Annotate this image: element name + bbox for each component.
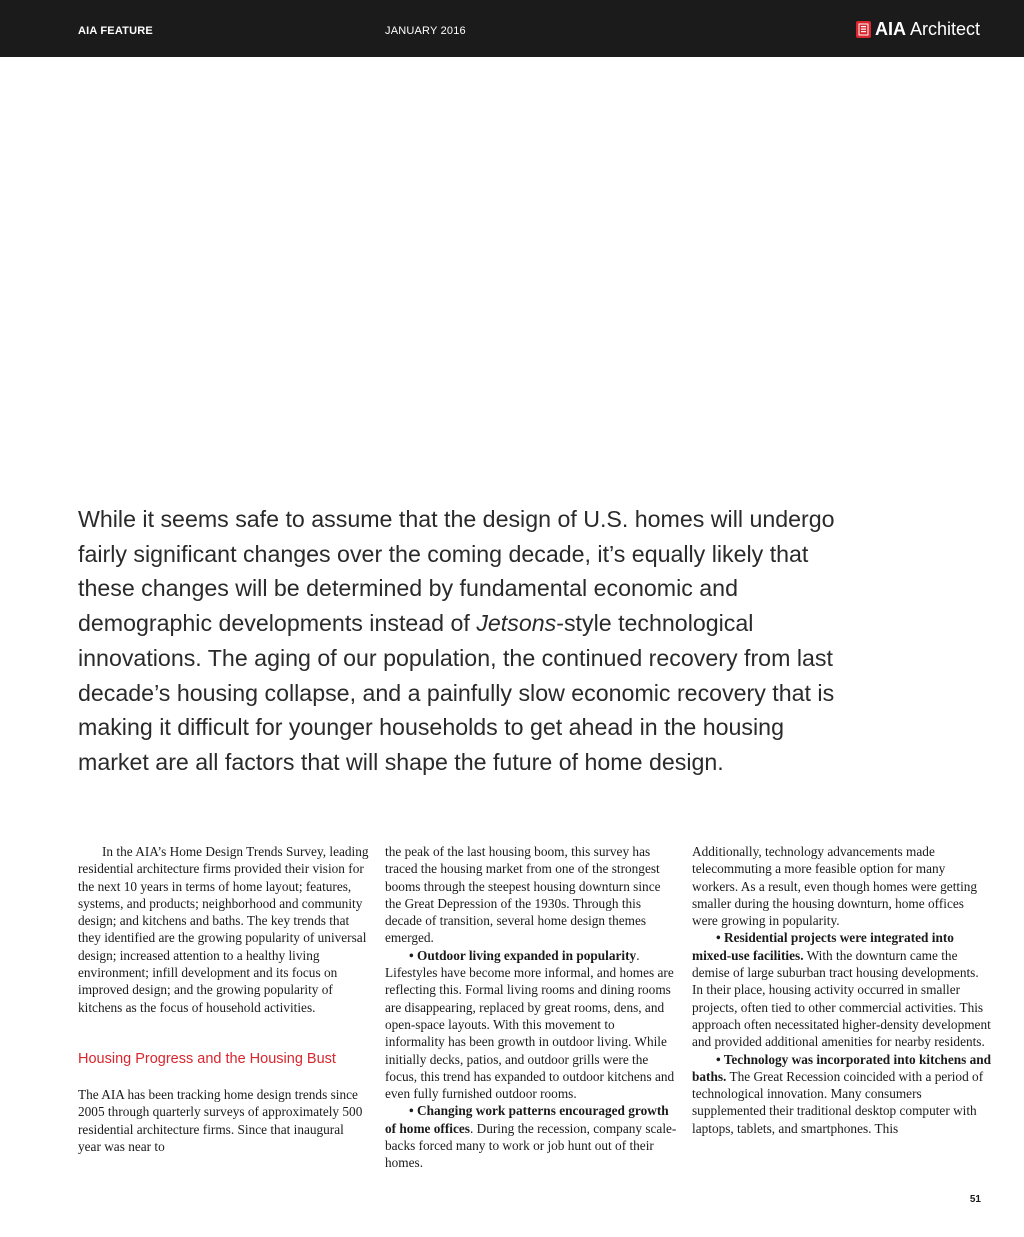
bullet-paragraph xyxy=(385,1102,677,1171)
paragraph: The AIA has been tracking home design trends since 2005 through quarterly surveys of approximately 500 residential architecture firms. Since that inaugural year was near to xyxy=(78,1086,363,1154)
page-number: 51 xyxy=(969,1194,981,1205)
bullet-paragraph xyxy=(385,947,677,1103)
article-column-3 xyxy=(692,843,992,1137)
bullet-text: With the downturn came the demise of large suburban tract housing developments. In their place, housing activity occurred in smaller projects, often tied to other commercial activities. This approach often necessitated higher-density development and provided additional amenities for nearby residents. xyxy=(692,947,991,1050)
bullet-text: . During the recession, company scale-backs forced many to work or job hunt out of their homes. xyxy=(385,1120,677,1171)
paragraph: In the AIA’s Home Design Trends Survey, leading residential architecture firms provided their vision for the next 10 years in terms of home layout; features, systems, and products; neighborhood and community design; and kitchens and baths. The key trends that they identified are the growing popularity of universal design; increased attention to a healthy living environment; infill development and its focus on improved design; and the growing popularity of kitchens as the focus of household activities. xyxy=(78,844,369,1015)
bullet-heading: • Changing work patterns encouraged growth of home offices xyxy=(385,1103,669,1136)
bullet-heading: • Residential projects were integrated into mixed-use facilities. xyxy=(692,930,954,963)
lede-text-start: While it seems safe to assume that the design of U.S. homes will undergo fairly significant changes over the coming decade, it’s equally likely that these changes will be determined by fundamental economic and demographic developments instead of xyxy=(78,506,835,637)
issue-date: JANUARY 2016 xyxy=(385,25,466,37)
intro-lede xyxy=(78,502,838,780)
article-column-1 xyxy=(78,843,370,1155)
paragraph: the peak of the last housing boom, this survey has traced the housing market from one of the strongest booms through the steepest housing downturn since the Great Depression of the 1930s. Through this decade of transition, several home design themes emerged. xyxy=(385,844,661,946)
brand-name-regular: Architect xyxy=(909,18,980,39)
bullet-text: The Great Recession coincided with a period of technological innovation. Many consumers supplemented their traditional desktop computer with laptops, tablets, and smartphones. This xyxy=(692,1068,984,1136)
article-column-2 xyxy=(385,843,677,1172)
bullet-paragraph xyxy=(692,1051,992,1137)
bullet-paragraph xyxy=(692,929,992,1050)
section-subhead: Housing Progress and the Housing Bust xyxy=(78,1050,336,1067)
bullet-heading: • Technology was incorporated into kitchens and baths. xyxy=(692,1051,992,1084)
lede-italic: Jetsons xyxy=(476,610,557,637)
page-header xyxy=(0,0,1024,57)
brand-name-bold: AIA xyxy=(874,18,906,39)
bullet-heading: • Outdoor living expanded in popularity xyxy=(409,947,637,963)
aia-logo-icon xyxy=(856,21,871,38)
section-label: AIA FEATURE xyxy=(78,25,153,37)
bullet-text: . Lifestyles have become more informal, and homes are reflecting this. Formal living rooms and dining rooms are disappearing, replaced by great rooms, dens, and open-space layouts. With this movement to informality has been growth in outdoor living. While initially decks, patios, and outdoor grills were the focus, this trend has expanded to outdoor kitchens and even fully furnished outdoor rooms. xyxy=(385,947,675,1102)
brand-logo xyxy=(856,18,980,40)
lede-text-end: -style technological innovations. The aging of our population, the continued recovery from last decade’s housing collapse, and a painfully slow economic recovery that is making it difficult for younger households to get ahead in the housing market are all factors that will shape the future of home design. xyxy=(78,610,835,775)
paragraph: Additionally, technology advancements made telecommuting a more feasible option for many workers. As a result, even though homes were getting smaller during the housing downturn, home offices were growing in popularity. xyxy=(692,844,978,929)
